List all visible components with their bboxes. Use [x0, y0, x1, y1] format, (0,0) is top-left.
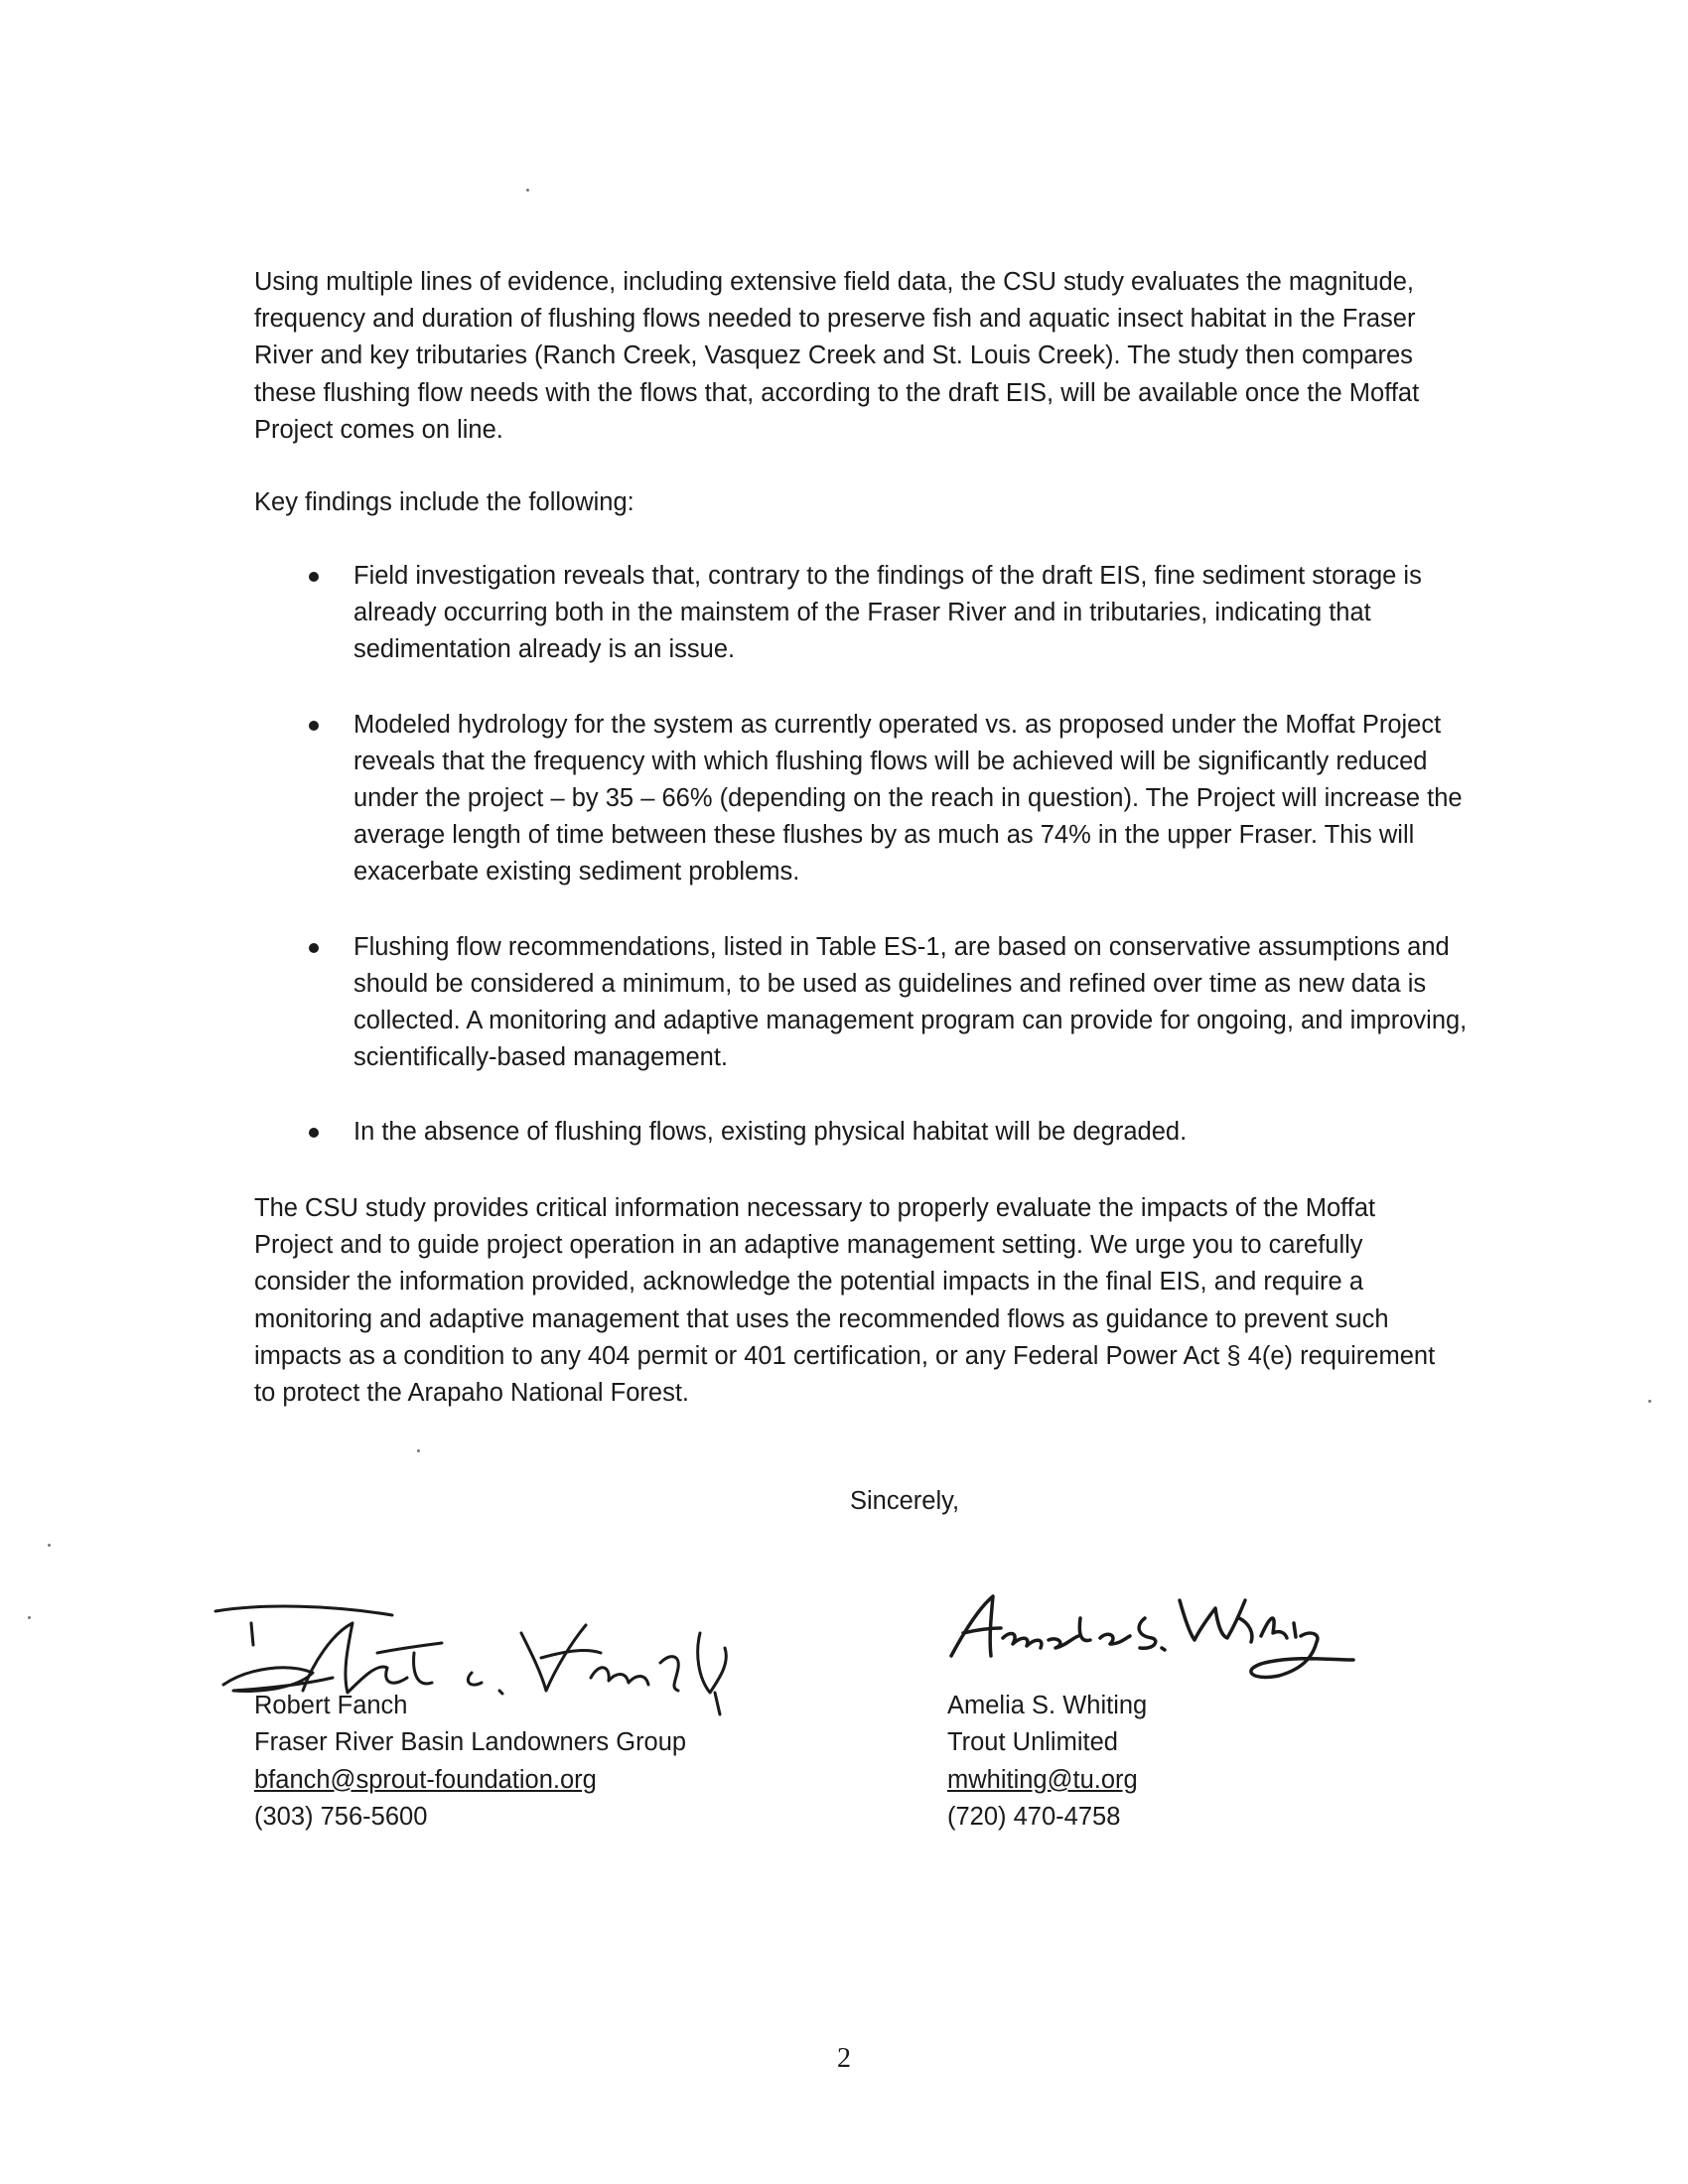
signatory-email: bfanch@sprout-foundation.org: [254, 1765, 597, 1794]
signatory-phone: (720) 470-4758: [947, 1803, 1121, 1832]
finding-text: In the absence of flushing flows, existing physical habitat will be degraded.: [353, 1118, 1188, 1147]
signatory-organization: Fraser River Basin Landowners Group: [254, 1728, 687, 1757]
intro-paragraph: Using multiple lines of evidence, including extensive field data, the CSU study evaluates the magnitude, frequency and duration of flushing flows needed to preserve fish and aquatic insect habitat in the Fraser River and key tributaries (Ranch Creek, Vasquez Creek and St. Louis Creek). The study then compares these flushing flow needs with the flows that, according to the draft EIS, will be available once the Moffat Project comes on line.: [254, 268, 1420, 444]
closing-paragraph: The CSU study provides critical information necessary to properly evaluate the impacts of the Moffat Project and to guide project operation in an adaptive management setting. We urge you to carefully consider the information provided, acknowledge the potential impacts in the final EIS, and require a monitoring and adaptive management that uses the recommended flows as guidance to prevent such impacts as a condition to any 404 permit or 401 certification, or any Federal Power Act § 4(e) requirement to protect the Arapaho National Forest.: [254, 1194, 1436, 1408]
bullet-icon: [309, 1128, 319, 1138]
scan-speck: [1648, 1400, 1651, 1403]
bullet-icon: [309, 721, 319, 731]
signature-block-right: [947, 1688, 1147, 1837]
scan-speck: [28, 1616, 31, 1619]
signatory-name: Amelia S. Whiting: [947, 1692, 1148, 1719]
scan-speck: [526, 189, 529, 192]
scan-speck: [417, 1449, 420, 1452]
finding-item: [254, 929, 1495, 1077]
finding-text: Modeled hydrology for the system as currently operated vs. as proposed under the Moffat Project reveals that the frequency with which flushing flows will be achieved will be significantly reduced under the project – by 35 – 66% (depending on the reach in question). The Project will increase the average length of time between these flushes by as much as 74% in the upper Fraser. This will exacerbate existing sediment problems.: [353, 710, 1463, 887]
finding-text: Flushing flow recommendations, listed in Table ES-1, are based on conservative assumptions and should be considered a minimum, to be used as guidelines and refined over time as new data is collected. A monitoring and adaptive management program can provide for ongoing, and improving, scientifically-based management.: [353, 932, 1468, 1072]
signatory-organization: Trout Unlimited: [947, 1728, 1118, 1757]
findings-list: [254, 558, 1495, 1189]
bullet-icon: [309, 943, 319, 953]
signature-block-left: [254, 1688, 686, 1837]
handwritten-signature-right: [941, 1578, 1358, 1688]
sign-off: Sincerely,: [850, 1487, 960, 1515]
signatory-phone: (303) 756-5600: [254, 1803, 428, 1832]
finding-item: [254, 558, 1495, 669]
page-number: 2: [837, 2043, 851, 2074]
finding-item: [254, 1114, 1495, 1151]
signatory-email: mwhiting@tu.org: [947, 1765, 1138, 1794]
finding-text: Field investigation reveals that, contrary to the findings of the draft EIS, fine sediment storage is already occurring both in the mainstem of the Fraser River and in tributaries, indicating that sedimentation already is an issue.: [353, 562, 1422, 664]
key-findings-lead: Key findings include the following:: [254, 488, 634, 516]
bullet-icon: [309, 572, 319, 582]
finding-item: [254, 707, 1495, 891]
scan-speck: [48, 1544, 51, 1547]
signatory-name: Robert Fanch: [254, 1692, 408, 1719]
